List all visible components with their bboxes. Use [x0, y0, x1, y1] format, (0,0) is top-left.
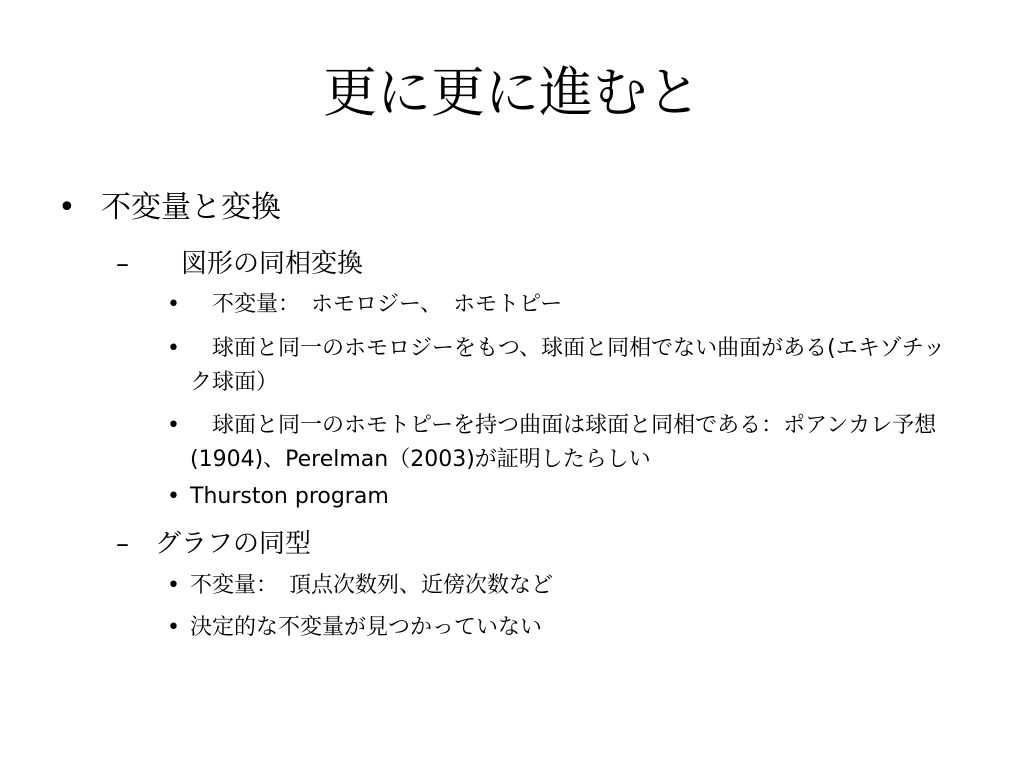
dash-marker: –	[116, 249, 129, 279]
bullet-text: 図形の同相変換	[155, 249, 364, 279]
bullet-marker: •	[58, 190, 76, 225]
bullet-text: グラフの同型	[155, 529, 312, 559]
bullet-text: 不変量と変換	[101, 190, 281, 225]
bullet-marker: •	[167, 484, 180, 509]
bullet-text: 不変量： ホモロジー、 ホモトピー	[190, 292, 563, 317]
bullet-text: 決定的な不変量が見つかっていない	[190, 615, 543, 640]
bullet-marker: •	[167, 615, 180, 640]
bullet-marker: •	[167, 573, 180, 598]
slide-title: 更に更に進むと	[323, 61, 701, 124]
bullet-text: 不変量： 頂点次数列、近傍次数など	[190, 573, 554, 598]
bullet-marker: •	[167, 413, 180, 438]
bullet-marker: •	[167, 292, 180, 317]
bullet-text: Thurston program	[190, 484, 389, 509]
bullet-text: 球面と同一のホモロジーをもつ、球面と同相でない曲面がある(エキゾチック球面）	[190, 336, 946, 395]
dash-marker: –	[116, 529, 129, 559]
bullet-marker: •	[167, 336, 180, 361]
bullet-text: 球面と同一のホモトピーを持つ曲面は球面と同相である：ポアンカレ予想(1904)、Perelman（2003)が証明したらしい	[190, 413, 937, 472]
